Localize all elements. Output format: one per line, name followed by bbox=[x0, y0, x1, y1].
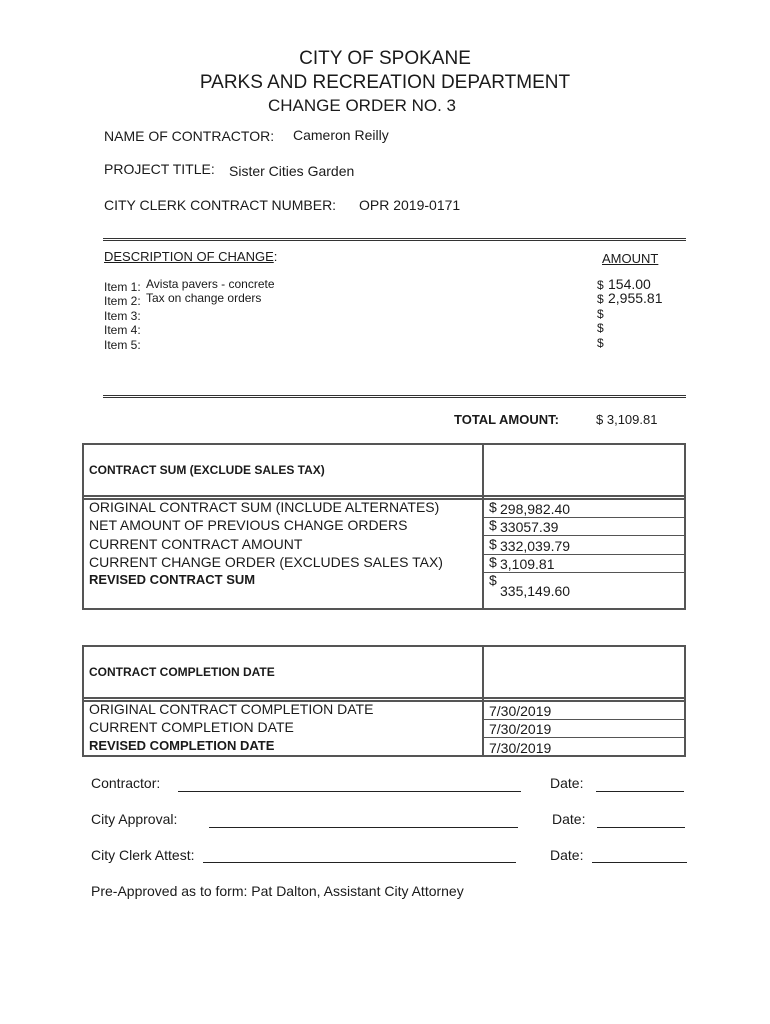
change-item-label: Item 5: bbox=[104, 338, 141, 352]
completion-row-rule bbox=[482, 719, 686, 720]
change-item-label: Item 2: bbox=[104, 294, 141, 308]
total-value: 3,109.81 bbox=[606, 412, 658, 427]
contract-sum-row-value: 332,039.79 bbox=[500, 538, 571, 554]
contract-sum-row-value: 33057.39 bbox=[500, 519, 559, 535]
city-approval-label: City Approval: bbox=[91, 811, 178, 827]
city-clerk-date-line[interactable] bbox=[592, 862, 687, 863]
city-approval-date-line[interactable] bbox=[597, 827, 685, 828]
change-item-label: Item 3: bbox=[104, 309, 141, 323]
contract-sum-row-label: NET AMOUNT OF PREVIOUS CHANGE ORDERS bbox=[89, 517, 408, 533]
description-header bbox=[104, 249, 277, 264]
project-title-label: PROJECT TITLE: bbox=[104, 161, 215, 177]
contractor-signature-label: Contractor: bbox=[91, 775, 161, 791]
completion-row-label: ORIGINAL CONTRACT COMPLETION DATE bbox=[89, 701, 374, 717]
contract-sum-header-rule bbox=[82, 495, 686, 497]
change-item-label: Item 1: bbox=[104, 280, 141, 294]
amount-header: AMOUNT bbox=[602, 251, 659, 266]
change-order-number: 3 bbox=[446, 96, 456, 115]
total-currency: $ bbox=[596, 412, 604, 427]
change-item-label: Item 4: bbox=[104, 323, 141, 337]
separator-bottom bbox=[103, 395, 686, 398]
contract-sum-row-rule bbox=[482, 554, 686, 555]
contract-sum-title: CONTRACT SUM (EXCLUDE SALES TAX) bbox=[89, 463, 325, 477]
change-order-label: CHANGE ORDER NO. bbox=[268, 96, 442, 115]
completion-title: CONTRACT COMPLETION DATE bbox=[89, 665, 275, 679]
change-order-heading bbox=[268, 96, 456, 116]
contract-sum-row-currency: $ bbox=[489, 517, 497, 533]
city-clerk-date-label: Date: bbox=[550, 847, 584, 863]
contractor-name: Cameron Reilly bbox=[293, 127, 389, 143]
description-header-text: DESCRIPTION OF CHANGE bbox=[104, 249, 274, 264]
contract-sum-row-rule bbox=[482, 572, 686, 573]
completion-header-rule bbox=[82, 697, 686, 699]
completion-row-label: REVISED COMPLETION DATE bbox=[89, 738, 275, 753]
contract-sum-row-label: CURRENT CONTRACT AMOUNT bbox=[89, 536, 303, 552]
contract-sum-row-currency: $ bbox=[489, 572, 497, 588]
completion-row-value: 7/30/2019 bbox=[489, 703, 552, 719]
city-approval-signature-line[interactable] bbox=[209, 827, 518, 828]
contractor-date-label: Date: bbox=[550, 775, 584, 791]
completion-row-value: 7/30/2019 bbox=[489, 740, 552, 756]
contract-sum-row-label: ORIGINAL CONTRACT SUM (INCLUDE ALTERNATES) bbox=[89, 499, 440, 515]
description-header-colon: : bbox=[273, 249, 278, 264]
change-item-currency: $ bbox=[597, 321, 604, 335]
preapproved-note: Pre-Approved as to form: Pat Dalton, Assistant City Attorney bbox=[91, 883, 464, 899]
contractor-date-line[interactable] bbox=[596, 791, 684, 792]
contract-sum-row-value: 335,149.60 bbox=[500, 583, 571, 599]
contract-sum-row-rule bbox=[482, 535, 686, 536]
contract-number-label: CITY CLERK CONTRACT NUMBER: bbox=[104, 197, 337, 213]
header-city: CITY OF SPOKANE bbox=[299, 48, 471, 69]
change-item-description: Tax on change orders bbox=[146, 291, 262, 305]
contractor-label: NAME OF CONTRACTOR: bbox=[104, 128, 275, 144]
total-amount-label: TOTAL AMOUNT: bbox=[454, 412, 559, 427]
total-amount bbox=[596, 412, 657, 427]
completion-row-label: CURRENT COMPLETION DATE bbox=[89, 719, 294, 735]
contract-sum-row-currency: $ bbox=[489, 554, 497, 570]
change-item-amount: 154.00 bbox=[608, 276, 651, 292]
contract-sum-divider bbox=[482, 443, 484, 610]
change-item-amount: 2,955.81 bbox=[608, 290, 663, 306]
city-clerk-label: City Clerk Attest: bbox=[91, 847, 195, 863]
city-clerk-signature-line[interactable] bbox=[203, 862, 516, 863]
city-approval-date-label: Date: bbox=[552, 811, 586, 827]
contract-sum-row-currency: $ bbox=[489, 499, 497, 515]
contract-sum-row-value: 298,982.40 bbox=[500, 501, 571, 517]
completion-row-rule bbox=[482, 737, 686, 738]
contract-sum-row-label: CURRENT CHANGE ORDER (EXCLUDES SALES TAX) bbox=[89, 554, 443, 570]
contract-sum-row-currency: $ bbox=[489, 536, 497, 552]
change-item-currency: $ bbox=[597, 336, 604, 350]
contract-sum-row-label: REVISED CONTRACT SUM bbox=[89, 572, 256, 587]
change-item-currency: $ bbox=[597, 307, 604, 321]
separator-top bbox=[103, 238, 686, 241]
contractor-signature-line[interactable] bbox=[178, 791, 521, 792]
contract-sum-row-rule bbox=[482, 517, 686, 518]
contract-number-value: OPR 2019-0171 bbox=[359, 197, 461, 213]
header-department: PARKS AND RECREATION DEPARTMENT bbox=[199, 72, 571, 93]
change-item-description: Avista pavers - concrete bbox=[146, 277, 275, 291]
change-item-currency: $ bbox=[597, 292, 604, 306]
project-title-value: Sister Cities Garden bbox=[229, 163, 355, 179]
change-item-currency: $ bbox=[597, 278, 604, 292]
contract-sum-row-value: 3,109.81 bbox=[500, 556, 555, 572]
completion-row-value: 7/30/2019 bbox=[489, 721, 552, 737]
